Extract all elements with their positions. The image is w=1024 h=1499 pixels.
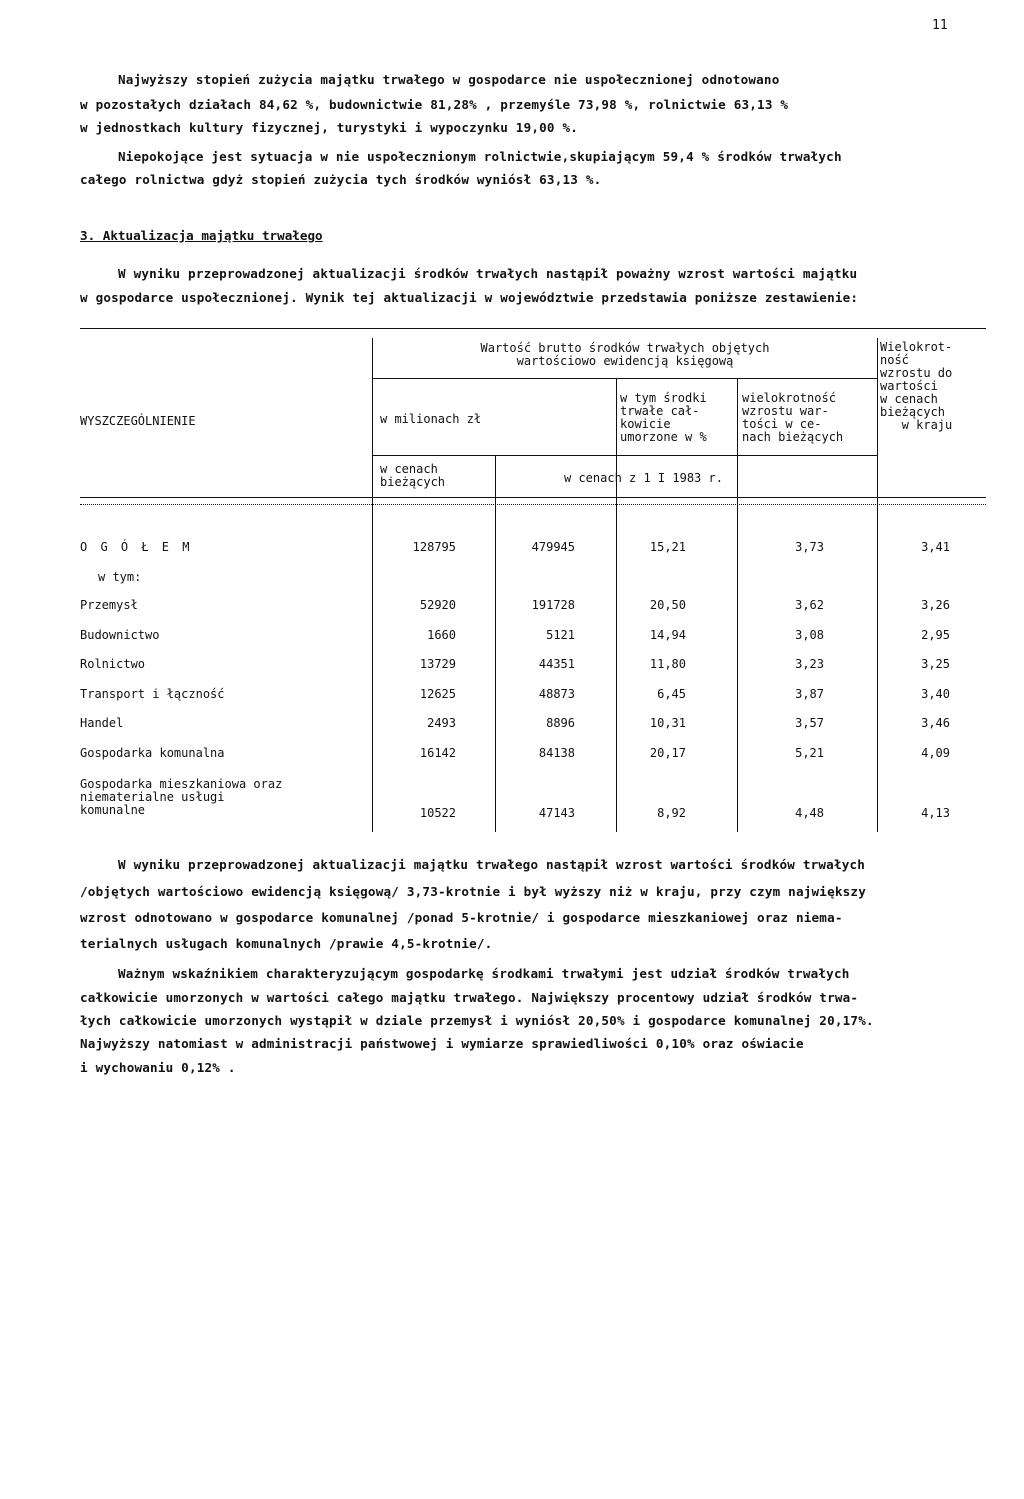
text-line: Najwyższy natomiast w administracji państwowej i wymiarze sprawiedliwości 0,10% oraz oświacie [80, 1036, 804, 1051]
row-label: O G Ó Ł E M [80, 540, 193, 554]
text-line: w gospodarce uspołecznionej. Wynik tej aktualizacji w województwie przedstawia poniższe zestawienie: [80, 290, 859, 305]
cell-growth: 3,73 [795, 540, 824, 554]
table-col-divider [737, 378, 738, 832]
header-growth-current: wielokrotność wzrostu war- tości w ce- nach bieżących [742, 391, 844, 444]
header-current-prices: w cenach bieżących [380, 462, 446, 489]
row-label: Handel [80, 716, 124, 730]
cell-country: 3,40 [921, 687, 950, 701]
row-label: Rolnictwo [80, 657, 146, 671]
cell-1983: 48873 [538, 687, 575, 701]
cell-growth: 4,48 [795, 806, 824, 820]
cell-current: 2493 [427, 716, 456, 730]
text-line: terialnych usługach komunalnych /prawie 4,5-krotnie/. [80, 936, 493, 951]
cell-current: 16142 [419, 746, 456, 760]
cell-growth: 3,23 [795, 657, 824, 671]
text-line: całkowicie umorzonych w wartości całego majątku trwałego. Największy procentowy udział środków trwa- [80, 990, 859, 1005]
table-col-divider [495, 455, 496, 832]
header-millions: w milionach zł [380, 412, 482, 426]
cell-1983: 44351 [538, 657, 575, 671]
table-rule [372, 455, 877, 456]
table-rule-top [80, 328, 986, 329]
cell-1983: 47143 [538, 806, 575, 820]
text-line: Najwyższy stopień zużycia majątku trwałego w gospodarce nie uspołecznionej odnotowano [118, 72, 780, 87]
table-rule-header-bottom [80, 497, 986, 498]
cell-current: 12625 [419, 687, 456, 701]
cell-growth: 3,08 [795, 628, 824, 642]
row-label: Gospodarka mieszkaniowa oraz niematerialne usługi komunalne [80, 777, 283, 817]
cell-country: 3,25 [921, 657, 950, 671]
header-prices-1983: w cenach z 1 I 1983 r. [564, 471, 723, 485]
text-line: w pozostałych działach 84,62 %, budownictwie 81,28% , przemyśle 73,98 %, rolnictwie 63,13 % [80, 97, 789, 112]
cell-current: 10522 [419, 806, 456, 820]
cell-country: 3,41 [921, 540, 950, 554]
cell-1983: 84138 [538, 746, 575, 760]
cell-pct: 11,80 [649, 657, 686, 671]
cell-country: 4,09 [921, 746, 950, 760]
cell-growth: 3,57 [795, 716, 824, 730]
row-label: Transport i łączność [80, 687, 225, 701]
text-line: w jednostkach kultury fizycznej, turystyki i wypoczynku 19,00 %. [80, 120, 579, 135]
cell-current: 1660 [427, 628, 456, 642]
text-line: W wyniku przeprowadzonej aktualizacji majątku trwałego nastąpił wzrost wartości środków trwałych [118, 857, 866, 872]
table-col-divider [372, 338, 373, 832]
row-label: Budownictwo [80, 628, 160, 642]
cell-1983: 191728 [531, 598, 575, 612]
cell-pct: 10,31 [649, 716, 686, 730]
text-line: W wyniku przeprowadzonej aktualizacji środków trwałych nastąpił poważny wzrost wartości majątku [118, 266, 858, 281]
text-line: wzrost odnotowano w gospodarce komunalnej /ponad 5-krotnie/ i gospodarce mieszkaniowej oraz niema- [80, 910, 843, 925]
header-growth-country: Wielokrot- ność wzrostu do wartości w cenach bieżących w kraju [880, 340, 953, 432]
cell-pct: 20,50 [649, 598, 686, 612]
cell-growth: 3,62 [795, 598, 824, 612]
header-group-value: Wartość brutto środków trwałych objętych wartościowo ewidencją księgową [480, 341, 770, 368]
cell-1983: 5121 [546, 628, 575, 642]
row-label: Gospodarka komunalna [80, 746, 225, 760]
cell-country: 3,46 [921, 716, 950, 730]
text-line: /objętych wartościowo ewidencją księgową/ 3,73-krotnie i był wyższy niż w kraju, przy czym największy [80, 884, 866, 899]
page-number: 11 [932, 18, 948, 33]
cell-current: 13729 [419, 657, 456, 671]
cell-pct: 6,45 [657, 687, 686, 701]
cell-1983: 8896 [546, 716, 575, 730]
cell-current: 52920 [419, 598, 456, 612]
cell-pct: 20,17 [649, 746, 686, 760]
table-col-divider [877, 338, 878, 832]
cell-pct: 8,92 [657, 806, 686, 820]
cell-growth: 3,87 [795, 687, 824, 701]
header-fully-depreciated: w tym środki trwałe cał- kowicie umorzone w % [620, 391, 707, 444]
text-line: całego rolnictwa gdyż stopień zużycia tych środków wyniósł 63,13 %. [80, 172, 602, 187]
text-line: Niepokojące jest sytuacja w nie uspołecznionym rolnictwie,skupiającym 59,4 % środków trwałych [118, 149, 842, 164]
table-rule-dotted [80, 504, 986, 505]
table-col-divider [616, 378, 617, 832]
cell-growth: 5,21 [795, 746, 824, 760]
cell-current: 128795 [412, 540, 456, 554]
cell-country: 3,26 [921, 598, 950, 612]
cell-1983: 479945 [531, 540, 575, 554]
text-line: łych całkowicie umorzonych wystąpił w dziale przemysł i wyniósł 20,50% i gospodarce komunalnej 20,17%. [80, 1013, 874, 1028]
text-line: Ważnym wskaźnikiem charakteryzującym gospodarkę środkami trwałymi jest udział środków trwałych [118, 966, 850, 981]
text-line: i wychowaniu 0,12% . [80, 1060, 236, 1075]
cell-country: 2,95 [921, 628, 950, 642]
row-label: w tym: [98, 570, 142, 584]
header-wyszczegolnienie: WYSZCZEGÓLNIENIE [80, 414, 196, 428]
cell-pct: 15,21 [649, 540, 686, 554]
table-rule [372, 378, 877, 379]
row-label: Przemysł [80, 598, 138, 612]
section-heading: 3. Aktualizacja majątku trwałego [80, 228, 323, 243]
cell-pct: 14,94 [649, 628, 686, 642]
cell-country: 4,13 [921, 806, 950, 820]
